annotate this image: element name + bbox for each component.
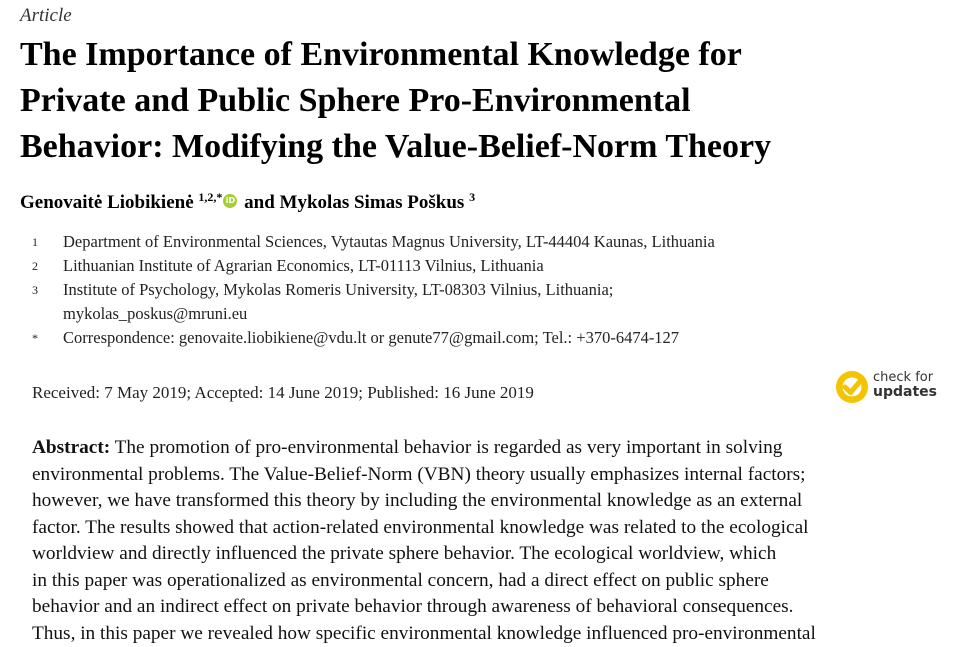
abstract-line: however, we have transformed this theory by including the environmental knowledge as an external — [32, 490, 803, 511]
publication-dates: Received: 7 May 2019; Accepted: 14 June 2019; Published: 16 June 2019 — [32, 383, 534, 402]
author-name[interactable]: Genovaitė Liobikienė — [20, 192, 194, 213]
abstract-line: Thus, in this paper we revealed how specific environmental knowledge influenced pro-environmental — [32, 622, 816, 644]
affiliation-text: Institute of Psychology, Mykolas Romeris University, LT-08303 Vilnius, Lithuania; — [63, 280, 614, 299]
author-affiliation-marks: 1,2,* — [198, 190, 223, 204]
correspondence-marker: * — [32, 331, 38, 345]
author-affiliation-marks: 3 — [469, 190, 476, 204]
abstract-line: environmental problems. The Value-Belief-Norm (VBN) theory usually emphasizes internal factors; — [32, 463, 806, 485]
abstract-line: factor. The results showed that action-related environmental knowledge was related to the ecological — [32, 516, 809, 538]
affiliation-marker: 3 — [32, 283, 38, 297]
affiliation-item — [32, 254, 715, 278]
author-name[interactable]: Mykolas Simas Poškus — [279, 192, 465, 213]
author-list — [20, 192, 475, 214]
affiliation-text: Lithuanian Institute of Agrarian Economics, LT-01113 Vilnius, Lithuania — [63, 256, 544, 275]
orcid-icon[interactable]: iD — [223, 194, 237, 208]
author-connector: and — [244, 192, 275, 213]
affiliation-marker: 2 — [32, 259, 38, 273]
check-for-updates-button[interactable] — [835, 368, 945, 408]
abstract-line: worldview and directly influenced the private sphere behavior. The ecological worldview, which — [32, 543, 777, 564]
article-type-label: Article — [20, 5, 72, 26]
paper-title — [20, 32, 950, 170]
abstract-text: The promotion of pro-environmental behavior is regarded as very important in solving — [110, 437, 783, 458]
title-line: Behavior: Modifying the Value-Belief-Norm Theory — [20, 128, 772, 165]
check-updates-line2: updates — [873, 384, 937, 400]
abstract-line: in this paper was operationalized as environmental concern, had a direct effect on public sphere — [32, 569, 769, 591]
title-line: The Importance of Environmental Knowledge for — [20, 36, 742, 73]
check-updates-icon — [835, 370, 869, 404]
affiliation-email-link[interactable]: mykolas_poskus@mruni.eu — [63, 304, 248, 323]
correspondence-item — [32, 326, 715, 350]
affiliation-item — [32, 302, 715, 326]
affiliation-marker: 1 — [32, 235, 38, 249]
abstract-line: behavior and an indirect effect on private behavior through awareness of behavioral consequences. — [32, 596, 794, 617]
affiliation-item — [32, 230, 715, 254]
affiliation-item — [32, 278, 715, 302]
correspondence-text[interactable]: Correspondence: genovaite.liobikiene@vdu.lt or genute77@gmail.com; Tel.: +370-6474-127 — [63, 328, 680, 347]
affiliation-text: Department of Environmental Sciences, Vytautas Magnus University, LT-44404 Kaunas, Lithuania — [63, 232, 715, 251]
check-updates-line1: check for — [873, 370, 934, 385]
abstract — [32, 435, 944, 647]
check-updates-label — [873, 370, 937, 400]
abstract-line — [32, 435, 944, 462]
abstract-label: Abstract: — [32, 437, 111, 458]
title-line: Private and Public Sphere Pro-Environmental — [20, 82, 691, 119]
affiliations-list — [32, 230, 715, 350]
